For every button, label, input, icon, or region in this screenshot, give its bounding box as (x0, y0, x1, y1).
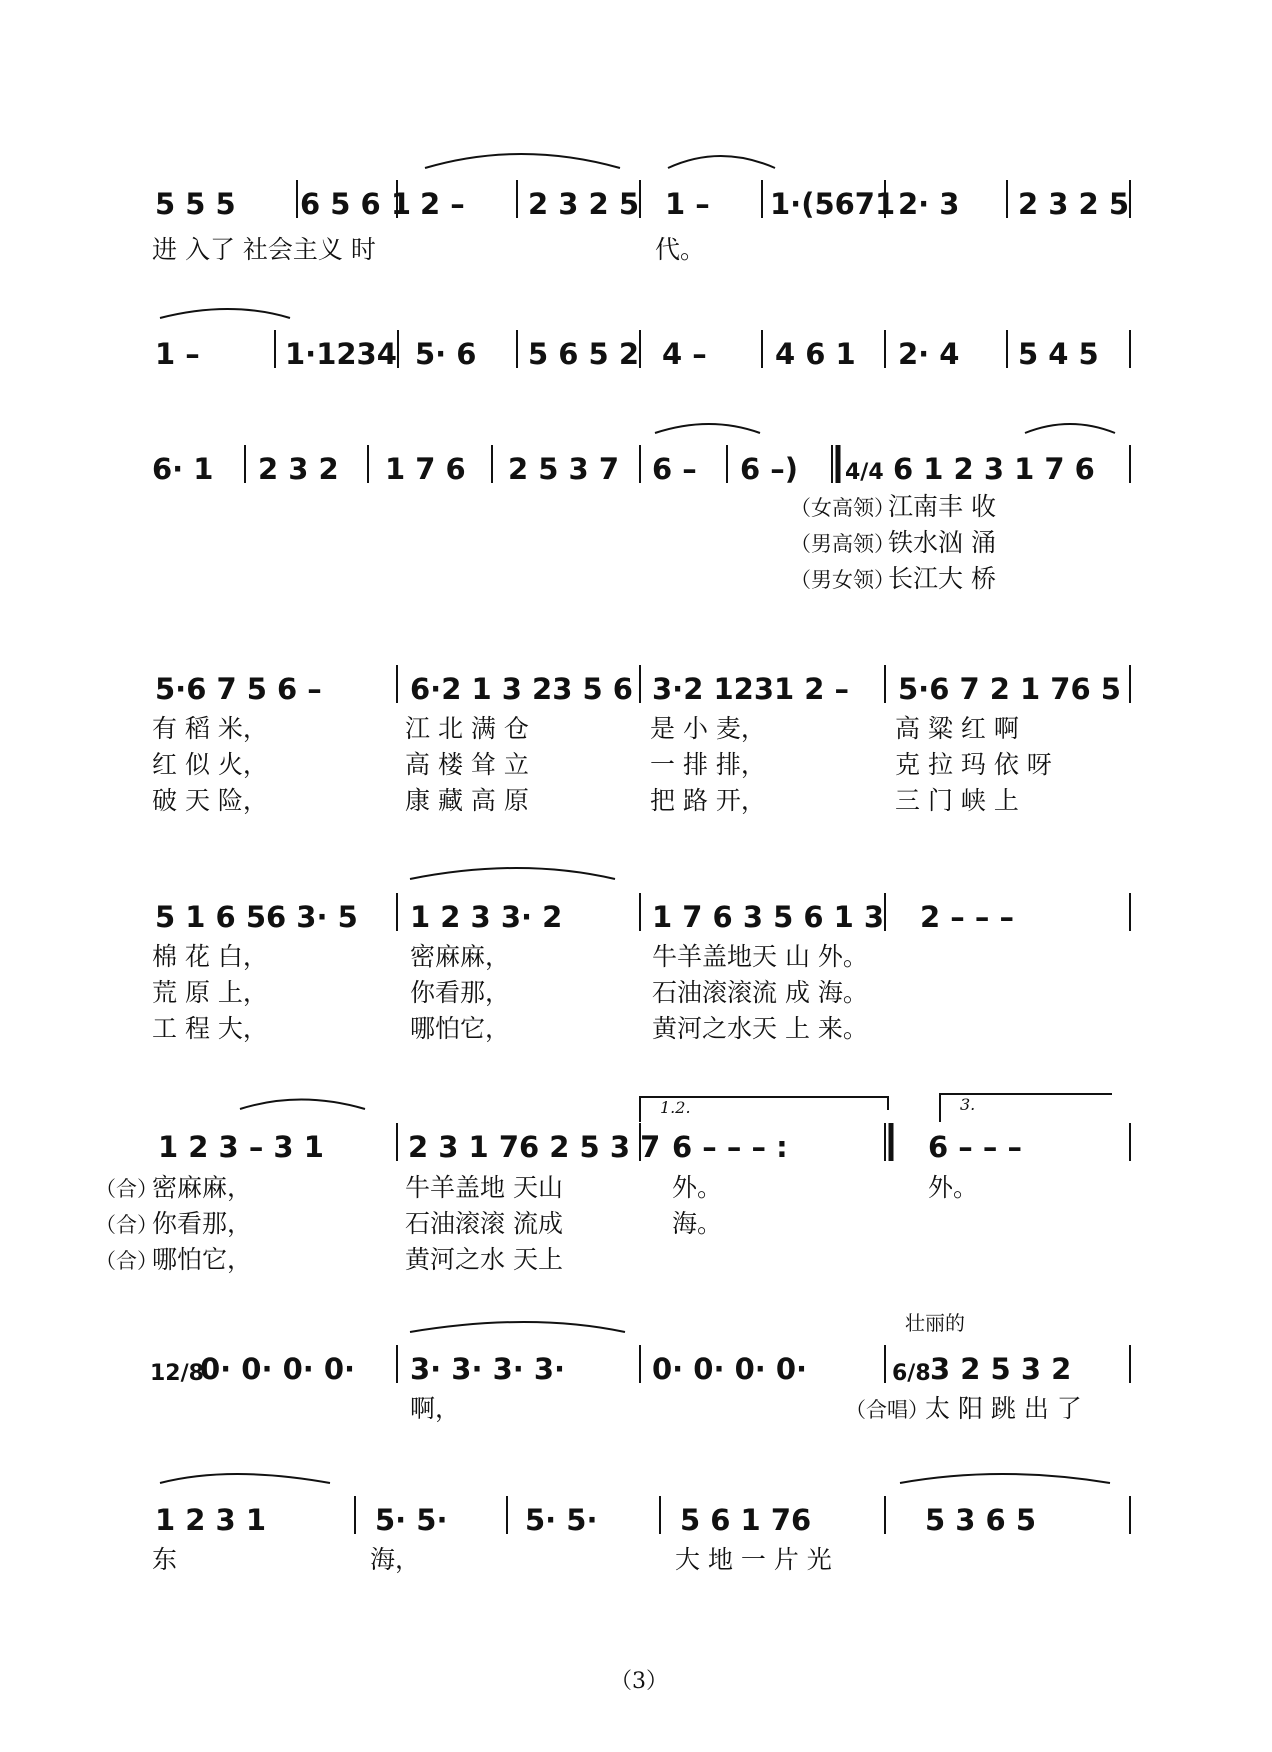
measure-notes: 5 6 5 2 (528, 337, 640, 371)
performance-note: 壮丽的 (905, 1311, 965, 1335)
lyric: 克 拉 玛 依 呀 (895, 750, 1052, 779)
lyric: 高 楼 耸 立 (405, 750, 529, 779)
time-signature: 4/4 (845, 460, 884, 485)
measure-notes: 2 3 2 (258, 452, 339, 486)
lyric: 黄河之水 天上 (405, 1245, 563, 1274)
lyric: 三 门 峡 上 (895, 786, 1019, 815)
volta-label: 1.2. (660, 1098, 691, 1117)
measure-notes: 2 5 3 7 (508, 452, 620, 486)
role-label: （合唱） (845, 1398, 929, 1422)
measure-notes: 6 5 6 1 (300, 187, 412, 221)
measure-notes: 1 7 6 (385, 452, 466, 486)
measure-notes: 1·1234 (285, 337, 397, 371)
lyric: 大 地 一 片 光 (675, 1545, 832, 1574)
lyric: 外。 (672, 1173, 723, 1202)
lyric: 棉 花 白， (152, 942, 268, 971)
measure-notes: 5·6 7 2 1 76 5 (898, 672, 1121, 706)
role-label: （男女领） (790, 568, 895, 592)
lyric: 哪怕它， (152, 1245, 253, 1274)
measure-notes: 2 – (420, 187, 465, 221)
role-label: （合） (95, 1177, 158, 1201)
lyric: 一 排 排， (650, 750, 766, 779)
measure-notes: 6 – (652, 452, 697, 486)
measure-notes: 6 –) (740, 452, 799, 486)
volta-label: 3. (960, 1095, 976, 1114)
line-3 (152, 452, 1095, 593)
measure-notes: 6·2 1 3 23 5 6 (410, 672, 633, 706)
measure-notes: 1 2 3 – 3 1 (158, 1130, 324, 1164)
measure-notes: 0· 0· 0· 0· (652, 1352, 808, 1386)
lyric: 康 藏 高 原 (405, 786, 529, 815)
measure-notes: 3 2 5 3 2 (930, 1352, 1072, 1386)
measure-notes: 5· 5· (375, 1503, 448, 1537)
measure-notes: 1 2 3 3· 2 (410, 900, 563, 934)
role-label: （女高领） (790, 496, 895, 520)
measure-notes: 3·2 1231 2 – (652, 672, 850, 706)
measure-notes: 4 – (662, 337, 707, 371)
measure-notes: 5 5 5 (155, 187, 236, 221)
lyric: 石油滚滚流 成 海。 (652, 978, 868, 1007)
lyric: 密麻麻， (410, 942, 511, 971)
lyric: 黄河之水天 上 来。 (652, 1014, 868, 1043)
lyric: 红 似 火， (152, 750, 268, 779)
lyric: 有 稻 米， (152, 714, 268, 743)
line-7 (150, 1311, 1082, 1423)
measure-notes: 2 3 2 5 (1018, 187, 1130, 221)
lyric: 海。 (672, 1209, 723, 1238)
lyric: 把 路 开， (650, 786, 766, 815)
measure-notes: 6 – – – (928, 1130, 1022, 1164)
page-number: （3） (610, 1669, 668, 1694)
lyric: 海， (370, 1545, 421, 1574)
lyric: 江南丰 收 (888, 492, 996, 521)
measure-notes: 5· 6 (415, 337, 477, 371)
measure-notes: 2· 4 (898, 337, 960, 371)
time-signature: 12/8 (150, 1361, 204, 1386)
measure-notes: 1 – (665, 187, 710, 221)
measure-notes: 3· 3· 3· 3· (410, 1352, 566, 1386)
measure-notes: 1·(5671 (770, 187, 896, 221)
lyric: 代。 (655, 235, 706, 264)
lyric: 高 粱 红 啊 (895, 714, 1019, 743)
measure-notes: 1 2 3 1 (155, 1503, 267, 1537)
lyric: 你看那， (152, 1209, 253, 1238)
measure-notes: 5· 5· (525, 1503, 598, 1537)
line-4 (152, 672, 1121, 815)
time-signature: 6/8 (892, 1361, 931, 1386)
lyric: 外。 (928, 1173, 979, 1202)
lyric: 啊， (410, 1394, 461, 1423)
lyric: 石油滚滚 流成 (405, 1209, 563, 1238)
lyric: 牛羊盖地 天山 (405, 1173, 563, 1202)
lyric: 是 小 麦， (650, 714, 766, 743)
lyric: 破 天 险， (152, 786, 268, 815)
line-6 (95, 1095, 1022, 1274)
lyric: 工 程 大， (152, 1014, 268, 1043)
measure-notes: 5 1 6 56 3· 5 (155, 900, 358, 934)
lyric: 密麻麻， (152, 1173, 253, 1202)
measure-notes: 5 6 1 76 (680, 1503, 812, 1537)
lyric: 你看那， (410, 978, 511, 1007)
role-label: （合） (95, 1213, 158, 1237)
measure-notes: 1 7 6 3 5 6 1 3 (652, 900, 885, 934)
measure-notes: 6 – – – : (672, 1130, 788, 1164)
measure-notes: 5 4 5 (1018, 337, 1099, 371)
lyric: 铁水汹 涌 (888, 528, 996, 557)
role-label: （合） (95, 1249, 158, 1273)
measure-notes: 4 6 1 (775, 337, 856, 371)
lyric: 牛羊盖地天 山 外。 (652, 942, 868, 971)
measure-notes: 2 – – – (920, 900, 1014, 934)
lyric: 进 入了 社会主义 时 (152, 235, 376, 264)
lyric: 江 北 满 仓 (405, 714, 529, 743)
measure-notes: 1 – (155, 337, 200, 371)
lyric: 荒 原 上， (152, 978, 268, 1007)
measure-notes: 2 3 2 5 (528, 187, 640, 221)
lyric: 太 阳 跳 出 了 (925, 1394, 1082, 1423)
measure-notes: 6 1 2 3 1 7 6 (893, 452, 1095, 486)
measure-notes: 5·6 7 5 6 – (155, 672, 322, 706)
line-2 (155, 337, 1099, 371)
lyric: 东 (152, 1545, 178, 1574)
lyric: 长江大 桥 (888, 564, 996, 593)
role-label: （男高领） (790, 532, 895, 556)
measure-notes: 6· 1 (152, 452, 214, 486)
line-8 (152, 1503, 1036, 1574)
measure-notes: 2· 3 (898, 187, 960, 221)
measure-notes: 5 3 6 5 (925, 1503, 1037, 1537)
lyric: 哪怕它， (410, 1014, 511, 1043)
measure-notes: 2 3 1 76 2 5 3 7 (408, 1130, 661, 1164)
measure-notes: 0· 0· 0· 0· (200, 1352, 356, 1386)
